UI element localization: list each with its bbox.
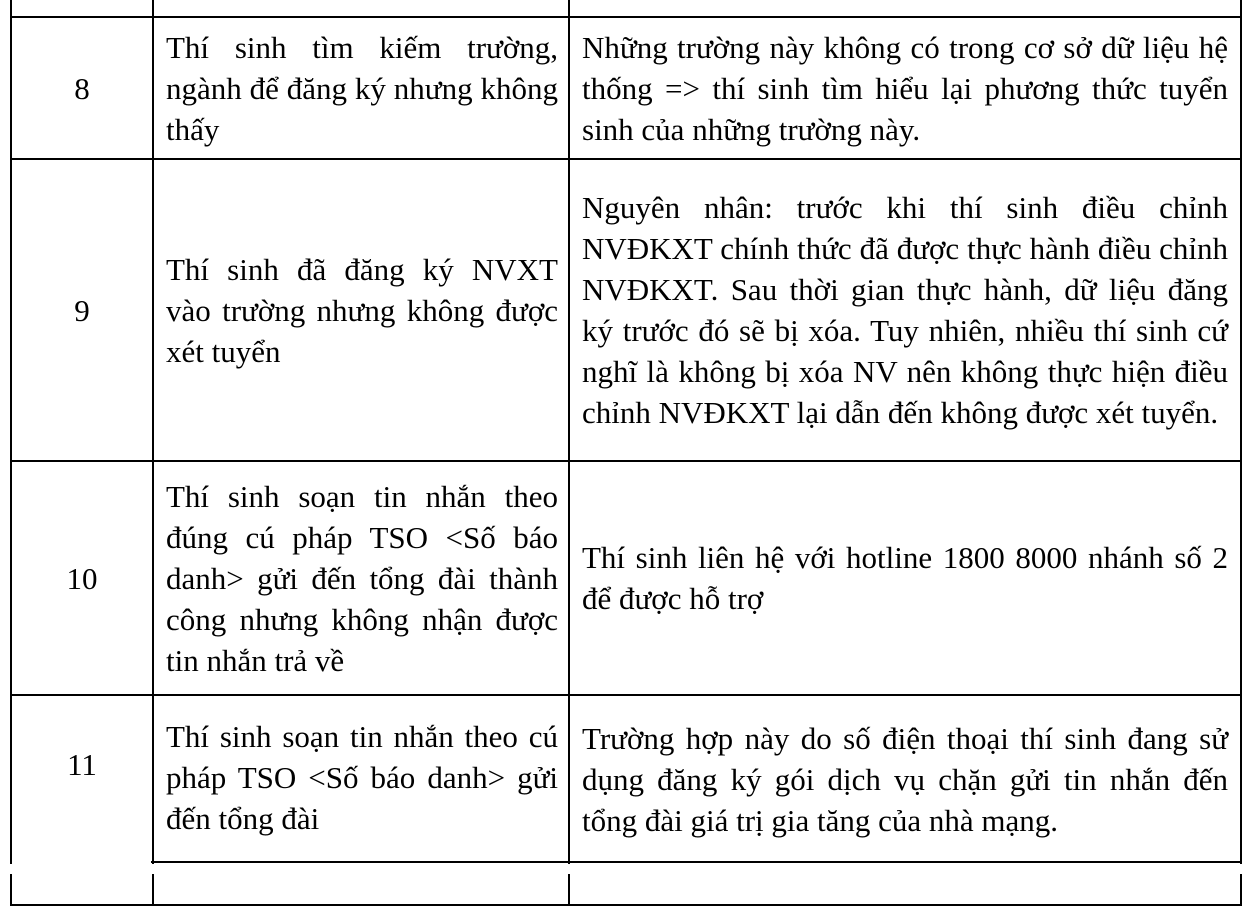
issue-cell xyxy=(153,159,569,461)
table-row xyxy=(11,159,1241,461)
row-number-cell xyxy=(11,0,153,17)
issue-cell xyxy=(153,0,569,17)
resolution-cell xyxy=(569,461,1241,695)
table-row-continued xyxy=(11,0,1241,17)
row-number: 9 xyxy=(74,292,90,328)
resolution-text: Nguyên nhân: trước khi thí sinh điều chỉnh NVĐKXT chính thức đã được thực hành điều chỉnh NVĐKXT. Sau thời gian thực hành, dữ liệu đăng ký trước đó sẽ bị xóa. Tuy nhiên, nhiều thí sinh cứ nghĩ là không bị xóa NV nên không thực hiện điều chỉnh NVĐKXT lại dẫn đến không được xét tuyển. xyxy=(582,190,1228,430)
resolution-text: Thí sinh liên hệ với hotline 1800 8000 nhánh số 2 để được hỗ trợ xyxy=(582,540,1228,616)
issue-text: Thí sinh tìm kiếm trường, ngành để đăng ký nhưng không thấy xyxy=(166,29,558,147)
row-number-cell xyxy=(11,159,153,461)
row-number: 11 xyxy=(67,747,97,782)
faq-table xyxy=(10,0,1242,906)
row-number: 8 xyxy=(74,70,90,106)
issue-text: Thí sinh đã đăng ký NVXT vào trường nhưng không được xét tuyển xyxy=(166,251,558,369)
issue-cell xyxy=(153,461,569,695)
row-number-cell xyxy=(11,461,153,695)
row-number: 10 xyxy=(66,560,98,596)
resolution-cell xyxy=(569,17,1241,159)
issue-text: Thí sinh soạn tin nhắn theo đúng cú pháp TSO <Số báo danh> gửi đến tổng đài thành công nhưng không nhận được tin nhắn trả về xyxy=(166,478,558,678)
table-row xyxy=(11,461,1241,695)
table-left-border-stub xyxy=(10,861,12,864)
issue-cell xyxy=(153,17,569,159)
row-number-cell xyxy=(11,17,153,159)
resolution-cell xyxy=(569,159,1241,461)
resolution-text: Trường hợp này do số điện thoại thí sinh đang sử dụng đăng ký gói dịch vụ chặn gửi tin nhắn đến tổng đài giá trị gia tăng của nhà mạng. xyxy=(582,721,1228,838)
table-bottom-border xyxy=(151,861,1240,863)
table-row xyxy=(11,17,1241,159)
issue-text: Thí sinh soạn tin nhắn theo cú pháp TSO <Số báo danh> gửi đến tổng đài xyxy=(166,719,558,836)
page-bottom-crop xyxy=(0,864,1254,874)
resolution-cell xyxy=(569,0,1241,17)
resolution-text: Những trường này không có trong cơ sở dữ liệu hệ thống => thí sinh tìm hiểu lại phương thức tuyển sinh của những trường này. xyxy=(582,29,1228,147)
